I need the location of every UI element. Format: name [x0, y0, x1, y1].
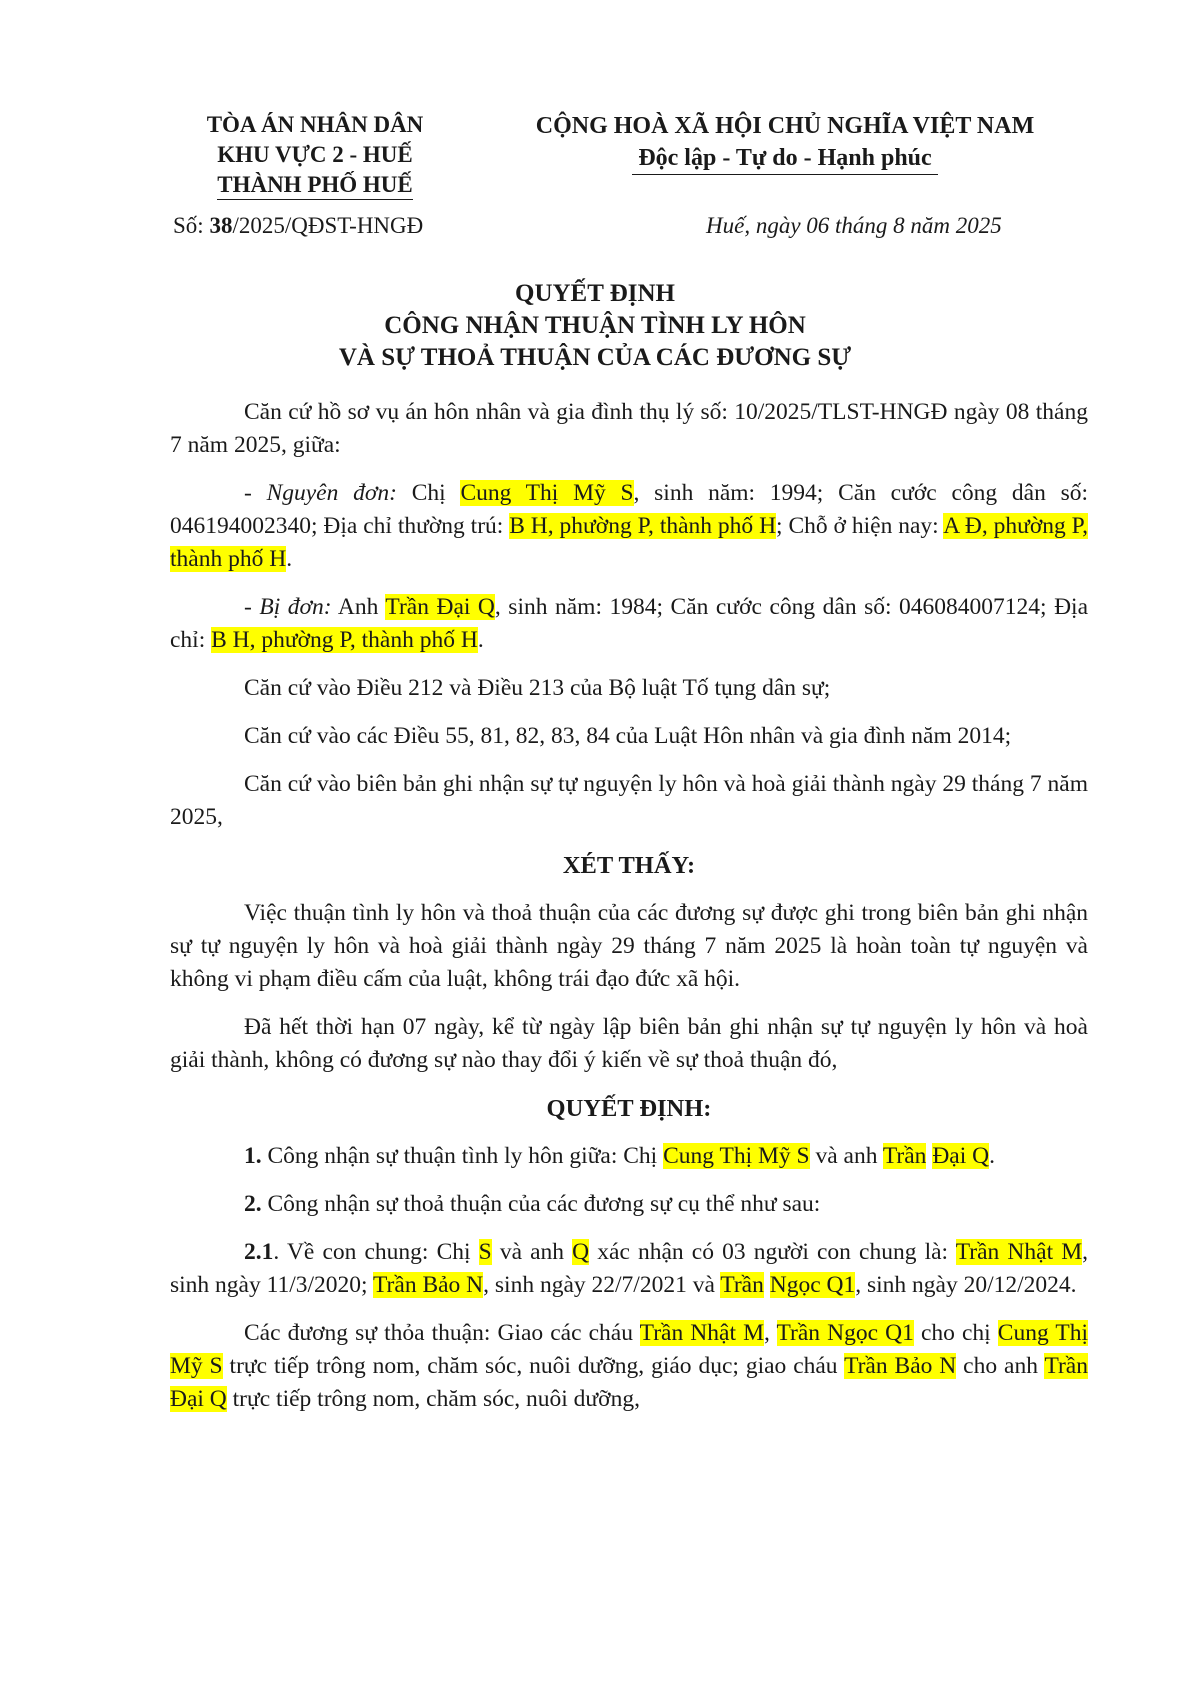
court-line-2: KHU VỰC 2 - HUẾ — [217, 142, 413, 167]
child-2-name: Trần Bảo N — [373, 1272, 484, 1298]
basis-paragraph-2: Căn cứ vào Điều 212 và Điều 213 của Bộ luật Tố tụng dân sự; — [244, 675, 831, 701]
decision-item-2-1: 2.1. Về con chung: Chị S và anh Q xác nhận có 03 người con chung là: Trần Nhật M, sinh ngày 11/3/2020; Trần Bảo N, sinh ngày 22/7/2021 và Trần Ngọc Q1, sinh ngày 20/12/2024. — [170, 1239, 1088, 1298]
plaintiff-address: B H, phường P, thành phố H — [509, 513, 777, 539]
document-date: Huế, ngày 06 tháng 8 năm 2025 — [706, 213, 1002, 238]
basis-paragraph-4: Căn cứ vào biên bản ghi nhận sự tự nguyện ly hôn và hoà giải thành ngày 29 tháng 7 năm 2025, — [170, 771, 1088, 830]
plaintiff-label: Nguyên đơn: — [266, 480, 397, 506]
child-3-name: Ngọc Q1 — [769, 1272, 856, 1298]
title-line-1: QUYẾT ĐỊNH — [515, 280, 675, 307]
child-1-name: Trần Nhật M — [639, 1320, 764, 1346]
number-value: 38 — [209, 213, 233, 238]
court-line-1: TÒA ÁN NHÂN DÂN — [206, 112, 424, 137]
defendant-name: Trần Đại Q — [385, 594, 495, 620]
defendant-address: B H, phường P, thành phố H — [211, 627, 478, 653]
decision-item-2: 2. Công nhận sự thoả thuận của các đương sự cụ thể như sau: — [244, 1191, 821, 1217]
national-header — [505, 110, 1065, 175]
nation-motto: Độc lập - Tự do - Hạnh phúc — [632, 143, 937, 175]
title-line-2: CÔNG NHẬN THUẬN TÌNH LY HÔN — [384, 312, 806, 339]
decision-item-1: 1. Công nhận sự thuận tình ly hôn giữa: Chị Cung Thị Mỹ S và anh Trần Đại Q. — [244, 1143, 995, 1169]
document-number — [173, 213, 423, 239]
plaintiff-residence: A Đ, phường P, thành phố H — [170, 513, 1088, 572]
plaintiff-name: Cung Thị Mỹ S — [460, 480, 634, 506]
number-suffix: /2025/QĐST-HNGĐ — [232, 213, 424, 238]
court-line-3: THÀNH PHỐ HUẾ — [217, 171, 413, 200]
child-1-name: Trần Nhật M — [955, 1239, 1083, 1265]
document-body — [170, 396, 1088, 1431]
title-line-3: VÀ SỰ THOẢ THUẬN CỦA CÁC ĐƯƠNG SỰ — [338, 344, 852, 371]
court-header — [170, 110, 460, 200]
child-2-name: Trần Bảo N — [844, 1353, 957, 1379]
defendant-short-name: Q — [572, 1239, 590, 1265]
number-prefix: Số: — [173, 213, 210, 238]
section-decision: QUYẾT ĐỊNH: — [546, 1095, 712, 1122]
basis-paragraph-3: Căn cứ vào các Điều 55, 81, 82, 83, 84 của Luật Hôn nhân và gia đình năm 2014; — [244, 723, 1012, 749]
plaintiff-paragraph: - Nguyên đơn: Chị Cung Thị Mỹ S, sinh năm: 1994; Căn cước công dân số: 046194002340; Địa chỉ thường trú: B H, phường P, thành phố H; Chỗ ở hiện nay: A Đ, phường P, thành phố H. — [170, 480, 1088, 572]
child-3-name: Trần Ngọc Q1 — [776, 1320, 914, 1346]
considering-paragraph-1: Việc thuận tình ly hôn và thoả thuận của các đương sự được ghi trong biên bản ghi nhận sự tự nguyện ly hôn và hoà giải thành ngày 29 tháng 7 năm 2025 là hoàn toàn tự nguyện và không vi phạm điều cấm của luật, không trái đạo đức xã hội. — [170, 900, 1088, 992]
plaintiff-name: Cung Thị Mỹ S — [170, 1320, 1089, 1379]
defendant-paragraph: - Bị đơn: Anh Trần Đại Q, sinh năm: 1984; Căn cước công dân số: 046084007124; Địa chỉ: B H, phường P, thành phố H. — [170, 594, 1089, 653]
custody-paragraph: Các đương sự thỏa thuận: Giao các cháu Trần Nhật M, Trần Ngọc Q1 cho chị Cung Thị Mỹ S trực tiếp trông nom, chăm sóc, nuôi dưỡng, giáo dục; giao cháu Trần Bảo N cho anh Trần Đại Q trực tiếp trông nom, chăm sóc, nuôi dưỡng, — [170, 1320, 1089, 1412]
defendant-label: Bị đơn: — [259, 594, 332, 620]
section-considering: XÉT THẤY: — [562, 852, 696, 879]
basis-paragraph-1: Căn cứ hồ sơ vụ án hôn nhân và gia đình thụ lý số: 10/2025/TLST-HNGĐ ngày 08 tháng 7 năm 2025, giữa: — [170, 399, 1088, 458]
defendant-name: Trần Đại Q — [170, 1353, 1088, 1412]
defendant-name: Đại Q — [932, 1143, 990, 1169]
plaintiff-short-name: S — [478, 1239, 492, 1265]
plaintiff-name: Cung Thị Mỹ S — [663, 1143, 810, 1169]
considering-paragraph-2: Đã hết thời hạn 07 ngày, kể từ ngày lập biên bản ghi nhận sự tự nguyện ly hôn và hoà giải thành, không có đương sự nào thay đổi ý kiến về sự thoả thuận đó, — [170, 1014, 1088, 1073]
nation-title: CỘNG HOÀ XÃ HỘI CHỦ NGHĨA VIỆT NAM — [535, 113, 1035, 139]
